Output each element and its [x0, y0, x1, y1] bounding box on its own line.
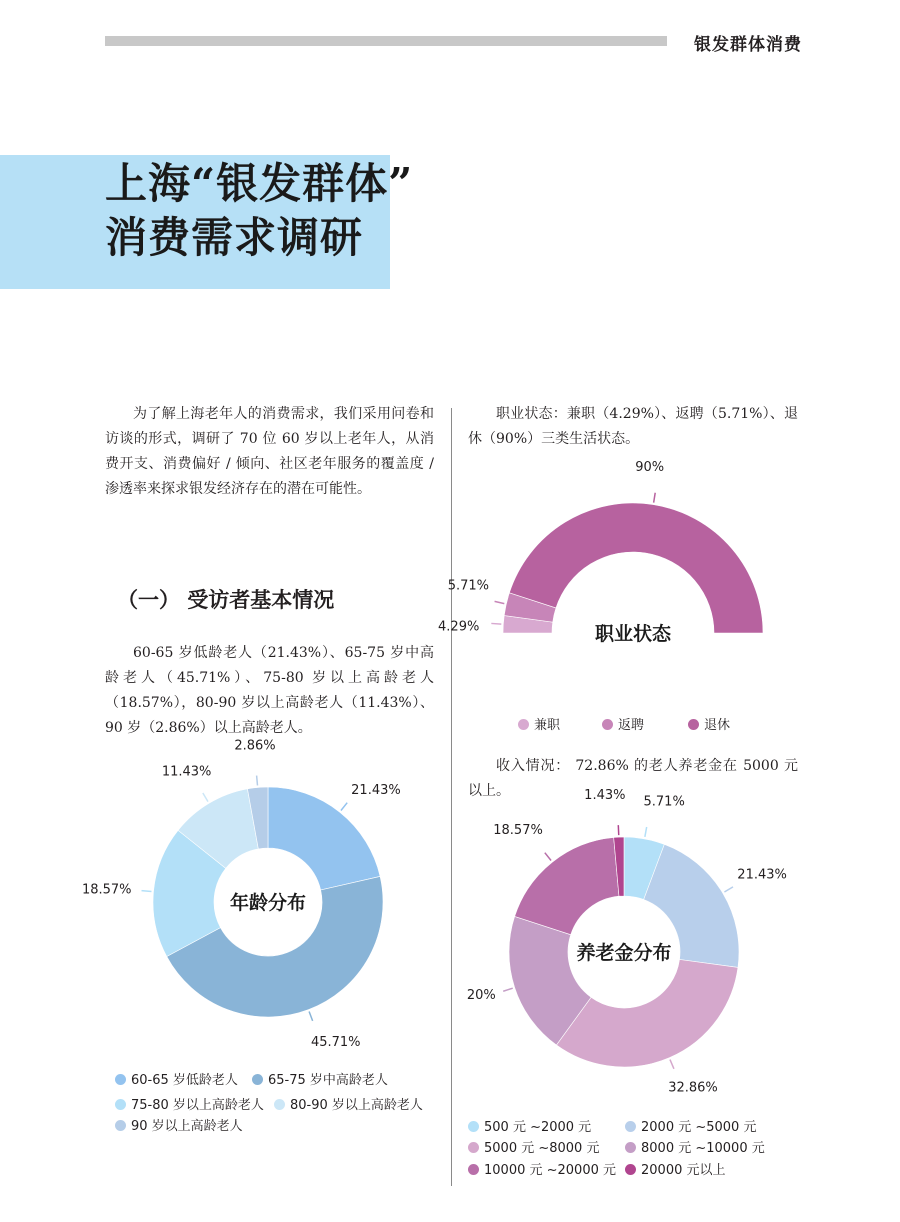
pen-value-label-0: 5.71%: [643, 794, 685, 810]
emp-legend-label-0: 兼职: [534, 718, 561, 733]
pen-leader-0: [645, 827, 647, 837]
pen-legend-item-3: [625, 1137, 765, 1156]
age-value-label-4: 2.86%: [234, 738, 276, 754]
age-value-label-2: 18.57%: [81, 882, 132, 898]
age-legend-label-2: 75-80 岁以上高龄老人: [131, 1098, 264, 1113]
intro-paragraph: 为了解上海老年人的消费需求，我们采用问卷和访谈的形式，调研了 70 位 60 岁以上老年人，从消费开支、消费偏好 / 倾向、社区老年服务的覆盖度 / 渗透率来探求银发经济存在的潜在可能性。: [105, 406, 434, 497]
pen-legend-item-4: [468, 1159, 616, 1178]
pen-legend-item-1: [625, 1116, 756, 1135]
running-title: 银发群体消费: [694, 35, 802, 55]
pen-legend-swatch-5: [625, 1164, 636, 1175]
pen-legend-label-4: 10000 元 ~20000 元: [484, 1163, 616, 1178]
age-legend-label-3: 80-90 岁以上高龄老人: [290, 1098, 423, 1113]
pen-legend-item-2: [468, 1137, 599, 1156]
age-legend-label-4: 90 岁以上高龄老人: [131, 1119, 243, 1134]
pen-value-label-5: 1.43%: [584, 788, 626, 804]
emp-legend-label-1: 返聘: [618, 718, 645, 733]
income-paragraph: 收入情况： 72.86% 的老人养老金在 5000 元以上。: [468, 758, 798, 799]
section-heading: （一） 受访者基本情况: [117, 587, 335, 612]
pen-legend-item-5: [625, 1159, 726, 1178]
pen-leader-3: [503, 988, 513, 991]
pen-value-label-1: 21.43%: [737, 867, 787, 883]
pen-value-label-4: 18.57%: [493, 823, 543, 839]
age-center-title: 年龄分布: [229, 892, 307, 914]
pen-leader-1: [724, 887, 733, 892]
title-line-1: 上海“银发群体”: [105, 159, 414, 208]
emp-value-label-0: 4.29%: [438, 619, 480, 635]
pen-legend-swatch-4: [468, 1164, 479, 1175]
pen-center-title: 养老金分布: [576, 942, 672, 964]
pen-legend-item-0: [468, 1116, 591, 1135]
pen-legend-label-0: 500 元 ~2000 元: [484, 1120, 592, 1135]
employment-paragraph: 职业状态：兼职（4.29%）、返聘（5.71%）、退休（90%）三类生活状态。: [468, 406, 798, 447]
pen-legend-swatch-0: [468, 1121, 479, 1132]
pen-value-label-3: 20%: [466, 987, 496, 1003]
age-value-label-1: 45.71%: [310, 1034, 361, 1050]
pen-legend-swatch-1: [625, 1121, 636, 1132]
pen-slice-2: [556, 960, 738, 1067]
age-value-label-3: 11.43%: [161, 764, 212, 780]
title-line-2: 消费需求调研: [105, 213, 364, 262]
pen-leader-4: [545, 853, 551, 861]
age-paragraph: 60-65 岁低龄老人（21.43%）、65-75 岁中高龄老人（45.71%）、75-80 岁以上高龄老人（18.57%），80-90 岁以上高龄老人（11.43%）、90 岁（2.86%）以上高龄老人。: [105, 645, 434, 736]
emp-value-label-2: 90%: [635, 459, 665, 475]
age-legend-label-1: 65-75 岁中高龄老人: [268, 1073, 388, 1088]
emp-value-label-1: 5.71%: [447, 578, 490, 594]
pen-leader-2: [670, 1060, 674, 1069]
age-value-label-0: 21.43%: [351, 783, 401, 799]
pen-value-label-2: 32.86%: [668, 1080, 718, 1096]
pen-legend-label-5: 20000 元以上: [641, 1163, 726, 1178]
pen-legend-swatch-2: [468, 1142, 479, 1153]
pen-slice-4: [515, 837, 619, 934]
pen-legend-label-3: 8000 元 ~10000 元: [641, 1141, 765, 1156]
pen-legend-swatch-3: [625, 1142, 636, 1153]
age-legend-label-0: 60-65 岁低龄老人: [131, 1073, 238, 1088]
emp-center-title: 职业状态: [594, 623, 672, 645]
pen-legend-label-2: 5000 元 ~8000 元: [484, 1141, 600, 1156]
pen-legend-label-1: 2000 元 ~5000 元: [641, 1120, 757, 1135]
emp-legend-label-2: 退休: [704, 718, 731, 733]
